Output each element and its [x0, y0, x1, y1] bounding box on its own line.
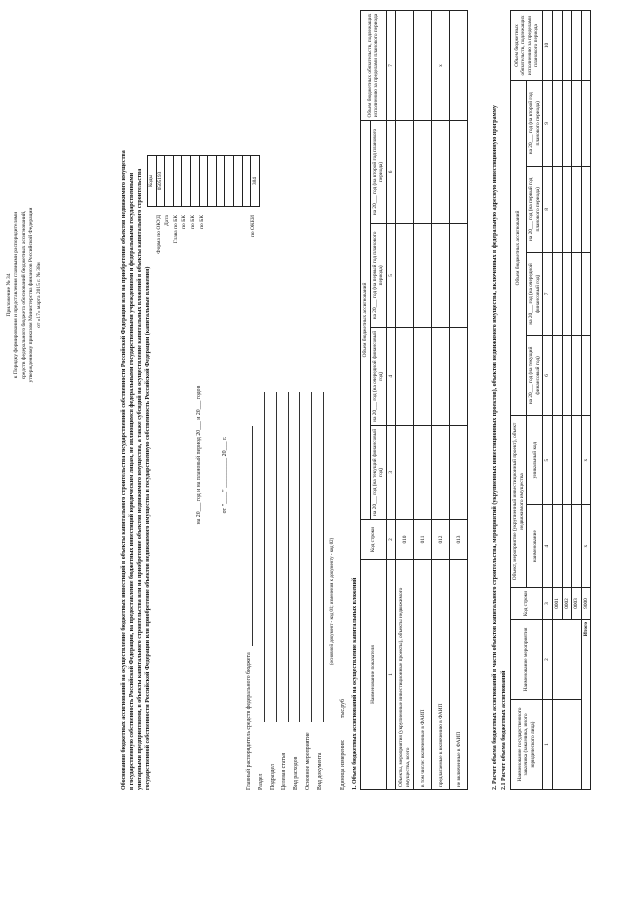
s2-header-obj-name: наименование — [527, 505, 543, 588]
s2-header-obl: Объем бюджетных обязательств, подлежащих исполнению за пределами планового периода — [511, 11, 543, 81]
field-row: Раздел — [258, 370, 270, 790]
field-line[interactable] — [264, 392, 265, 722]
appendix-header — [6, 140, 43, 450]
empty-cell[interactable] — [216, 156, 225, 207]
s2-header-y2: на 20___ год (на первый год планового периода) — [527, 166, 543, 252]
value-cell[interactable] — [396, 327, 414, 425]
s1-header-volume: Объем бюджетных ассигнований — [361, 121, 371, 520]
value-cell[interactable] — [432, 223, 450, 327]
okei-code-cell: 384 — [251, 156, 260, 207]
appendix-line-3: утвержденному приказом Министерства финансов Российской Федерации — [28, 207, 35, 383]
value-cell[interactable] — [396, 121, 414, 224]
table-row: 0003 — [572, 11, 582, 790]
field-row: Подраздел — [270, 370, 282, 790]
s1-header-y3: на 20___ год (на второй год планового периода) — [370, 121, 386, 224]
appendix-line-1: к Порядку формирования и представления главными распорядителями — [13, 211, 20, 379]
field-row: Вид расходов — [293, 370, 305, 790]
bk-cell[interactable] — [190, 156, 199, 207]
order-number: 38н — [35, 262, 42, 271]
s2-header-obj-id: уникальный код — [527, 416, 543, 505]
table-row: в том числе: включенные в ФАИП 011 — [414, 11, 432, 790]
empty-cell[interactable] — [208, 156, 217, 207]
empty-cell[interactable] — [242, 156, 251, 207]
field-row: Вид документа — [317, 370, 329, 790]
section2-subtitle: 2.1 Расчет объема бюджетных ассигнований — [501, 670, 507, 790]
empty-cell[interactable] — [225, 156, 234, 207]
value-cell[interactable] — [450, 223, 468, 327]
table-row: 0001 — [553, 11, 563, 790]
field-row: Главный распорядитель средств федерального бюджета — [246, 370, 258, 790]
empty-cell[interactable] — [233, 156, 242, 207]
glava-cell[interactable] — [173, 156, 182, 207]
s2-header-code: Код строки — [511, 588, 543, 620]
codes-header: Коды — [148, 156, 157, 207]
table-row: Объекты, мероприятия (укрупненные инвестиционные проекты), объекты недвижимого имущества, всего 010 — [396, 11, 414, 790]
appendix-line-2: средств федерального бюджета обоснований бюджетных ассигнований, — [20, 210, 27, 380]
s2-header-y0: на 20___ год (на текущий финансовый год) — [527, 335, 543, 415]
value-cell[interactable] — [414, 223, 432, 327]
field-line[interactable] — [299, 392, 300, 722]
field-line[interactable] — [323, 392, 324, 722]
codes-table — [147, 155, 260, 207]
header-fields — [246, 370, 329, 790]
s2-header-object: Объект, мероприятие (укрупненный инвестиционный проект), объект недвижимого имущества — [511, 416, 527, 588]
table-row: 0002 — [562, 11, 572, 790]
document-title: Обоснования бюджетных ассигнований на осуществление бюджетных инвестиций в объекты капитального строительства государственной собственности Российской Федерации или на приобретение объектов недвижимого имущества в государственную собственность Российской Федерации, на предоставление бюджетных инвестиций юридическим лицам, не являющимся федеральными государственными учреждениями и федеральными государственными унитарными предприятиями, в объекты капитального строительства или на приобретение объектов недвижимого имущества, а также субсидий на осуществление капитальных вложений в объекты капитального строительства государственной собственности Российской Федерации или приобретение объектов недвижимого имущества в государственную собственность Российской Федерации (капитальные вложения) — [121, 150, 152, 790]
s1-number-row: 1 2 3 4 5 6 7 — [386, 11, 396, 790]
date-day: 17 — [35, 313, 42, 319]
s1-header-obl: Объем бюджетных обязательств, подлежащих исполнению за пределами планового периода — [361, 11, 387, 121]
value-cell[interactable] — [414, 327, 432, 425]
doc-type-hint: (основной документ - код 01; изменения к документу - код 02) — [330, 537, 335, 665]
section2-table — [510, 10, 591, 790]
date-month: марта — [35, 295, 42, 309]
value-cell[interactable] — [450, 425, 468, 519]
section1-title: 1. Объем бюджетных ассигнований на осуществление капитальных вложений — [352, 577, 358, 790]
field-line[interactable] — [276, 392, 277, 722]
table-row: предлагаемые к включению в ФАИП 012 x — [432, 11, 450, 790]
value-cell[interactable] — [396, 425, 414, 519]
s1-header-y1: на 20___ год (на очередной финансовый год) — [370, 327, 386, 425]
s2-header-recipient: Наименование государственного заказчика (заказчика, иного юридического лица) — [511, 700, 543, 790]
s1-header-y2: на 20___ год (на первый год планового периода) — [370, 223, 386, 327]
s2-number-row: 1 2 3 4 5 6 7 8 9 10 — [543, 11, 553, 790]
s2-header-y3: на 20___ год (на второй год планового периода) — [527, 81, 543, 167]
s1-header-y0: на 20___ год (на текущий финансовый год) — [370, 425, 386, 519]
unit-value: тыс.руб — [340, 699, 346, 719]
value-cell[interactable] — [414, 121, 432, 224]
document-subtitle: на 20___ год и на плановый период 20___ и 20___ годов — [196, 385, 202, 525]
name-cell[interactable] — [553, 620, 582, 700]
section1-table — [360, 10, 468, 790]
appendix-number: Приложение № 34 — [6, 273, 12, 317]
value-cell[interactable] — [432, 327, 450, 425]
total-code: 9000 — [581, 588, 591, 620]
date-cell[interactable] — [165, 156, 174, 207]
table-row: не включенные в ФАИП 013 — [450, 11, 468, 790]
value-cell[interactable] — [414, 425, 432, 519]
s2-header-volume: Объем бюджетных ассигнований — [511, 81, 527, 416]
total-row: Итого 9000 x x — [581, 11, 591, 790]
s1-header-code: Код строки — [361, 520, 387, 560]
s2-header-y1: на 20___ год (на очередной финансовый год) — [527, 253, 543, 336]
form-code-cell: 0505193 — [156, 156, 165, 207]
value-cell[interactable] — [396, 223, 414, 327]
s2-header-name: Наименование мероприятия — [511, 620, 543, 700]
recipient-cell[interactable] — [553, 700, 582, 790]
appendix-date: от «17» марта 2015 г. № 38н — [35, 262, 42, 328]
value-cell[interactable] — [432, 121, 450, 224]
value-cell[interactable] — [432, 425, 450, 519]
field-row: Основное мероприятие — [305, 370, 317, 790]
bk-cell[interactable] — [182, 156, 191, 207]
section2-title: 2. Расчет объема бюджетных ассигнований в части объектов капитального строительства, мероприятий (укрупненных инвестиционных проектов), объектов недвижимого имущества, включенных в федеральную адресную инвестиционную программу — [492, 105, 498, 790]
date-line: от "____" __________ 20___ г. — [222, 436, 228, 514]
codes-labels: Форма по ОКУД Дата Глава по БК по БК по БК по БК по ОКЕИ — [155, 215, 257, 254]
total-label: Итого — [581, 620, 591, 790]
field-line[interactable] — [288, 392, 289, 722]
field-row: Целевая статья — [281, 370, 293, 790]
value-cell[interactable] — [450, 327, 468, 425]
unit-line: Единица измерения: тыс.руб — [340, 699, 346, 790]
field-line[interactable] — [252, 426, 253, 646]
s1-header-name: Наименование показателя — [361, 560, 387, 790]
bk-cell[interactable] — [199, 156, 208, 207]
field-line[interactable] — [311, 392, 312, 722]
value-cell[interactable] — [450, 121, 468, 224]
